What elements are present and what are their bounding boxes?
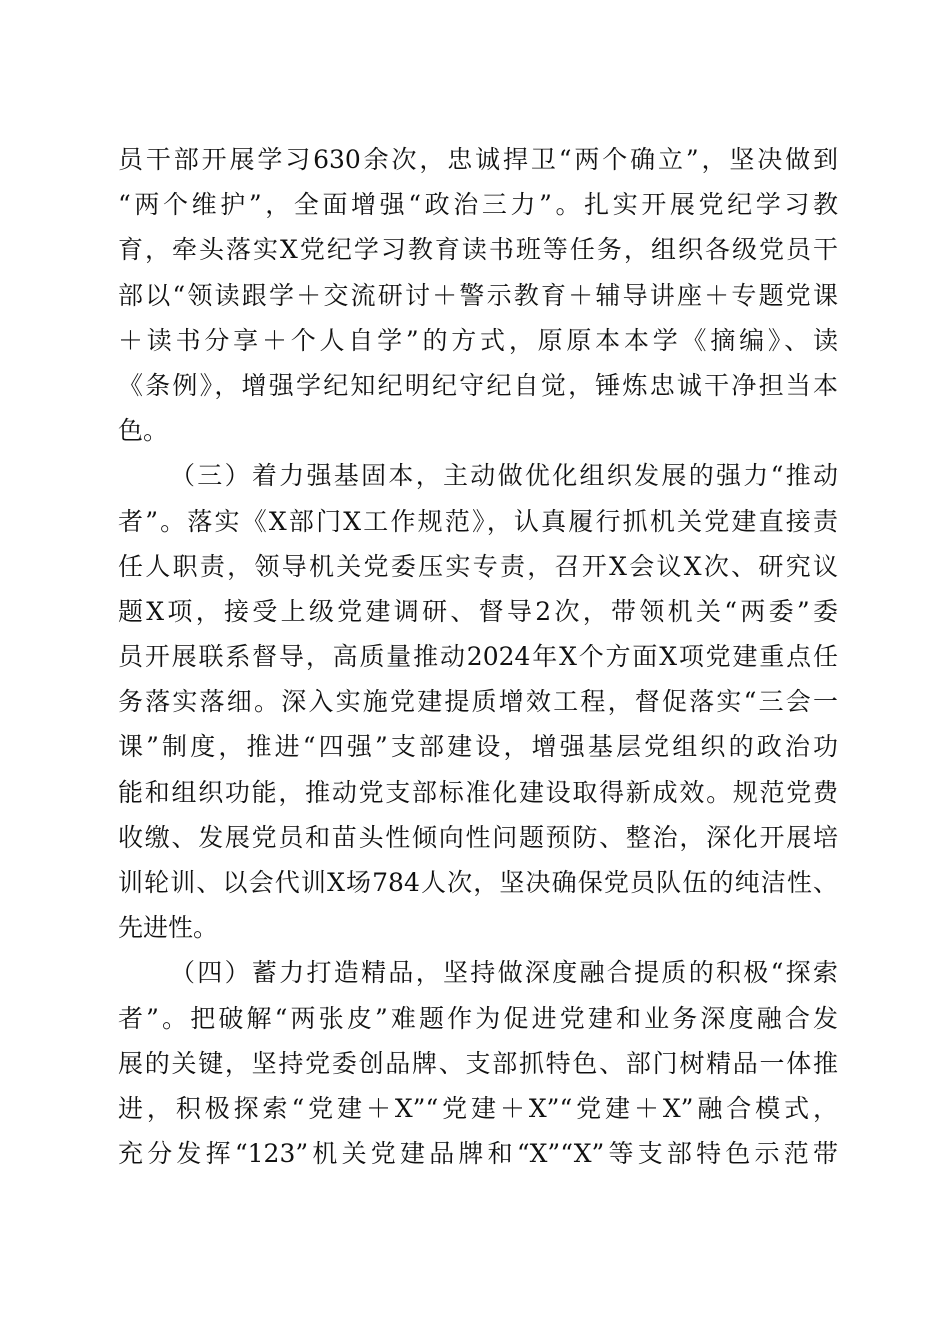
text-line: 进，积极探索“党建＋X”“党建＋X”“党建＋X”融合模式， bbox=[118, 1093, 838, 1123]
text-line: 部以“领读跟学＋交流研讨＋警示教育＋辅导讲座＋专题党课 bbox=[118, 280, 838, 310]
text-line: 展的关键，坚持党委创品牌、支部抓特色、部门树精品一体推 bbox=[118, 1048, 838, 1078]
text-line: 充分发挥“123”机关党建品牌和“X”“X”等支部特色示范带 bbox=[118, 1139, 838, 1169]
text-line: 题X项，接受上级党建调研、督导2次，带领机关“两委”委 bbox=[118, 596, 838, 626]
text-line: 者”。落实《X部门X工作规范》，认真履行抓机关党建直接责 bbox=[118, 506, 838, 536]
section-heading-line: （三）着力强基固本，主动做优化组织发展的强力“推动 bbox=[170, 461, 838, 491]
text-line: 课”制度，推进“四强”支部建设，增强基层党组织的政治功 bbox=[118, 732, 838, 762]
text-line: 色。 bbox=[118, 416, 169, 446]
text-line: 训轮训、以会代训X场784人次，坚决确保党员队伍的纯洁性、 bbox=[118, 868, 838, 897]
text-line: 员开展联系督导，高质量推动2024年X个方面X项党建重点任 bbox=[118, 642, 838, 672]
text-line: 收缴、发展党员和苗头性倾向性问题预防、整治，深化开展培 bbox=[118, 822, 838, 852]
text-line: 者”。把破解“两张皮”难题作为促进党建和业务深度融合发 bbox=[118, 1003, 838, 1033]
section-heading-line: （四）蓄力打造精品，坚持做深度融合提质的积极“探索 bbox=[170, 958, 838, 988]
text-line: “两个维护”，全面增强“政治三力”。扎实开展党纪学习教 bbox=[118, 190, 838, 220]
text-line: 育，牵头落实X党纪学习教育读书班等任务，组织各级党员干 bbox=[118, 235, 838, 265]
text-line: 任人职责，领导机关党委压实专责，召开X会议X次、研究议 bbox=[118, 551, 838, 581]
text-line: ＋读书分享＋个人自学”的方式，原原本本学《摘编》、读 bbox=[118, 325, 838, 355]
text-line: 《条例》，增强学纪知纪明纪守纪自觉，锤炼忠诚干净担当本 bbox=[118, 370, 838, 400]
text-line: 能和组织功能，推动党支部标准化建设取得新成效。规范党费 bbox=[118, 777, 838, 807]
text-line: 员干部开展学习630余次，忠诚捍卫“两个确立”，坚决做到 bbox=[118, 145, 838, 174]
body-text bbox=[118, 137, 838, 1176]
text-line: 务落实落细。深入实施党建提质增效工程，督促落实“三会一 bbox=[118, 687, 838, 717]
text-line: 先进性。 bbox=[118, 913, 219, 943]
